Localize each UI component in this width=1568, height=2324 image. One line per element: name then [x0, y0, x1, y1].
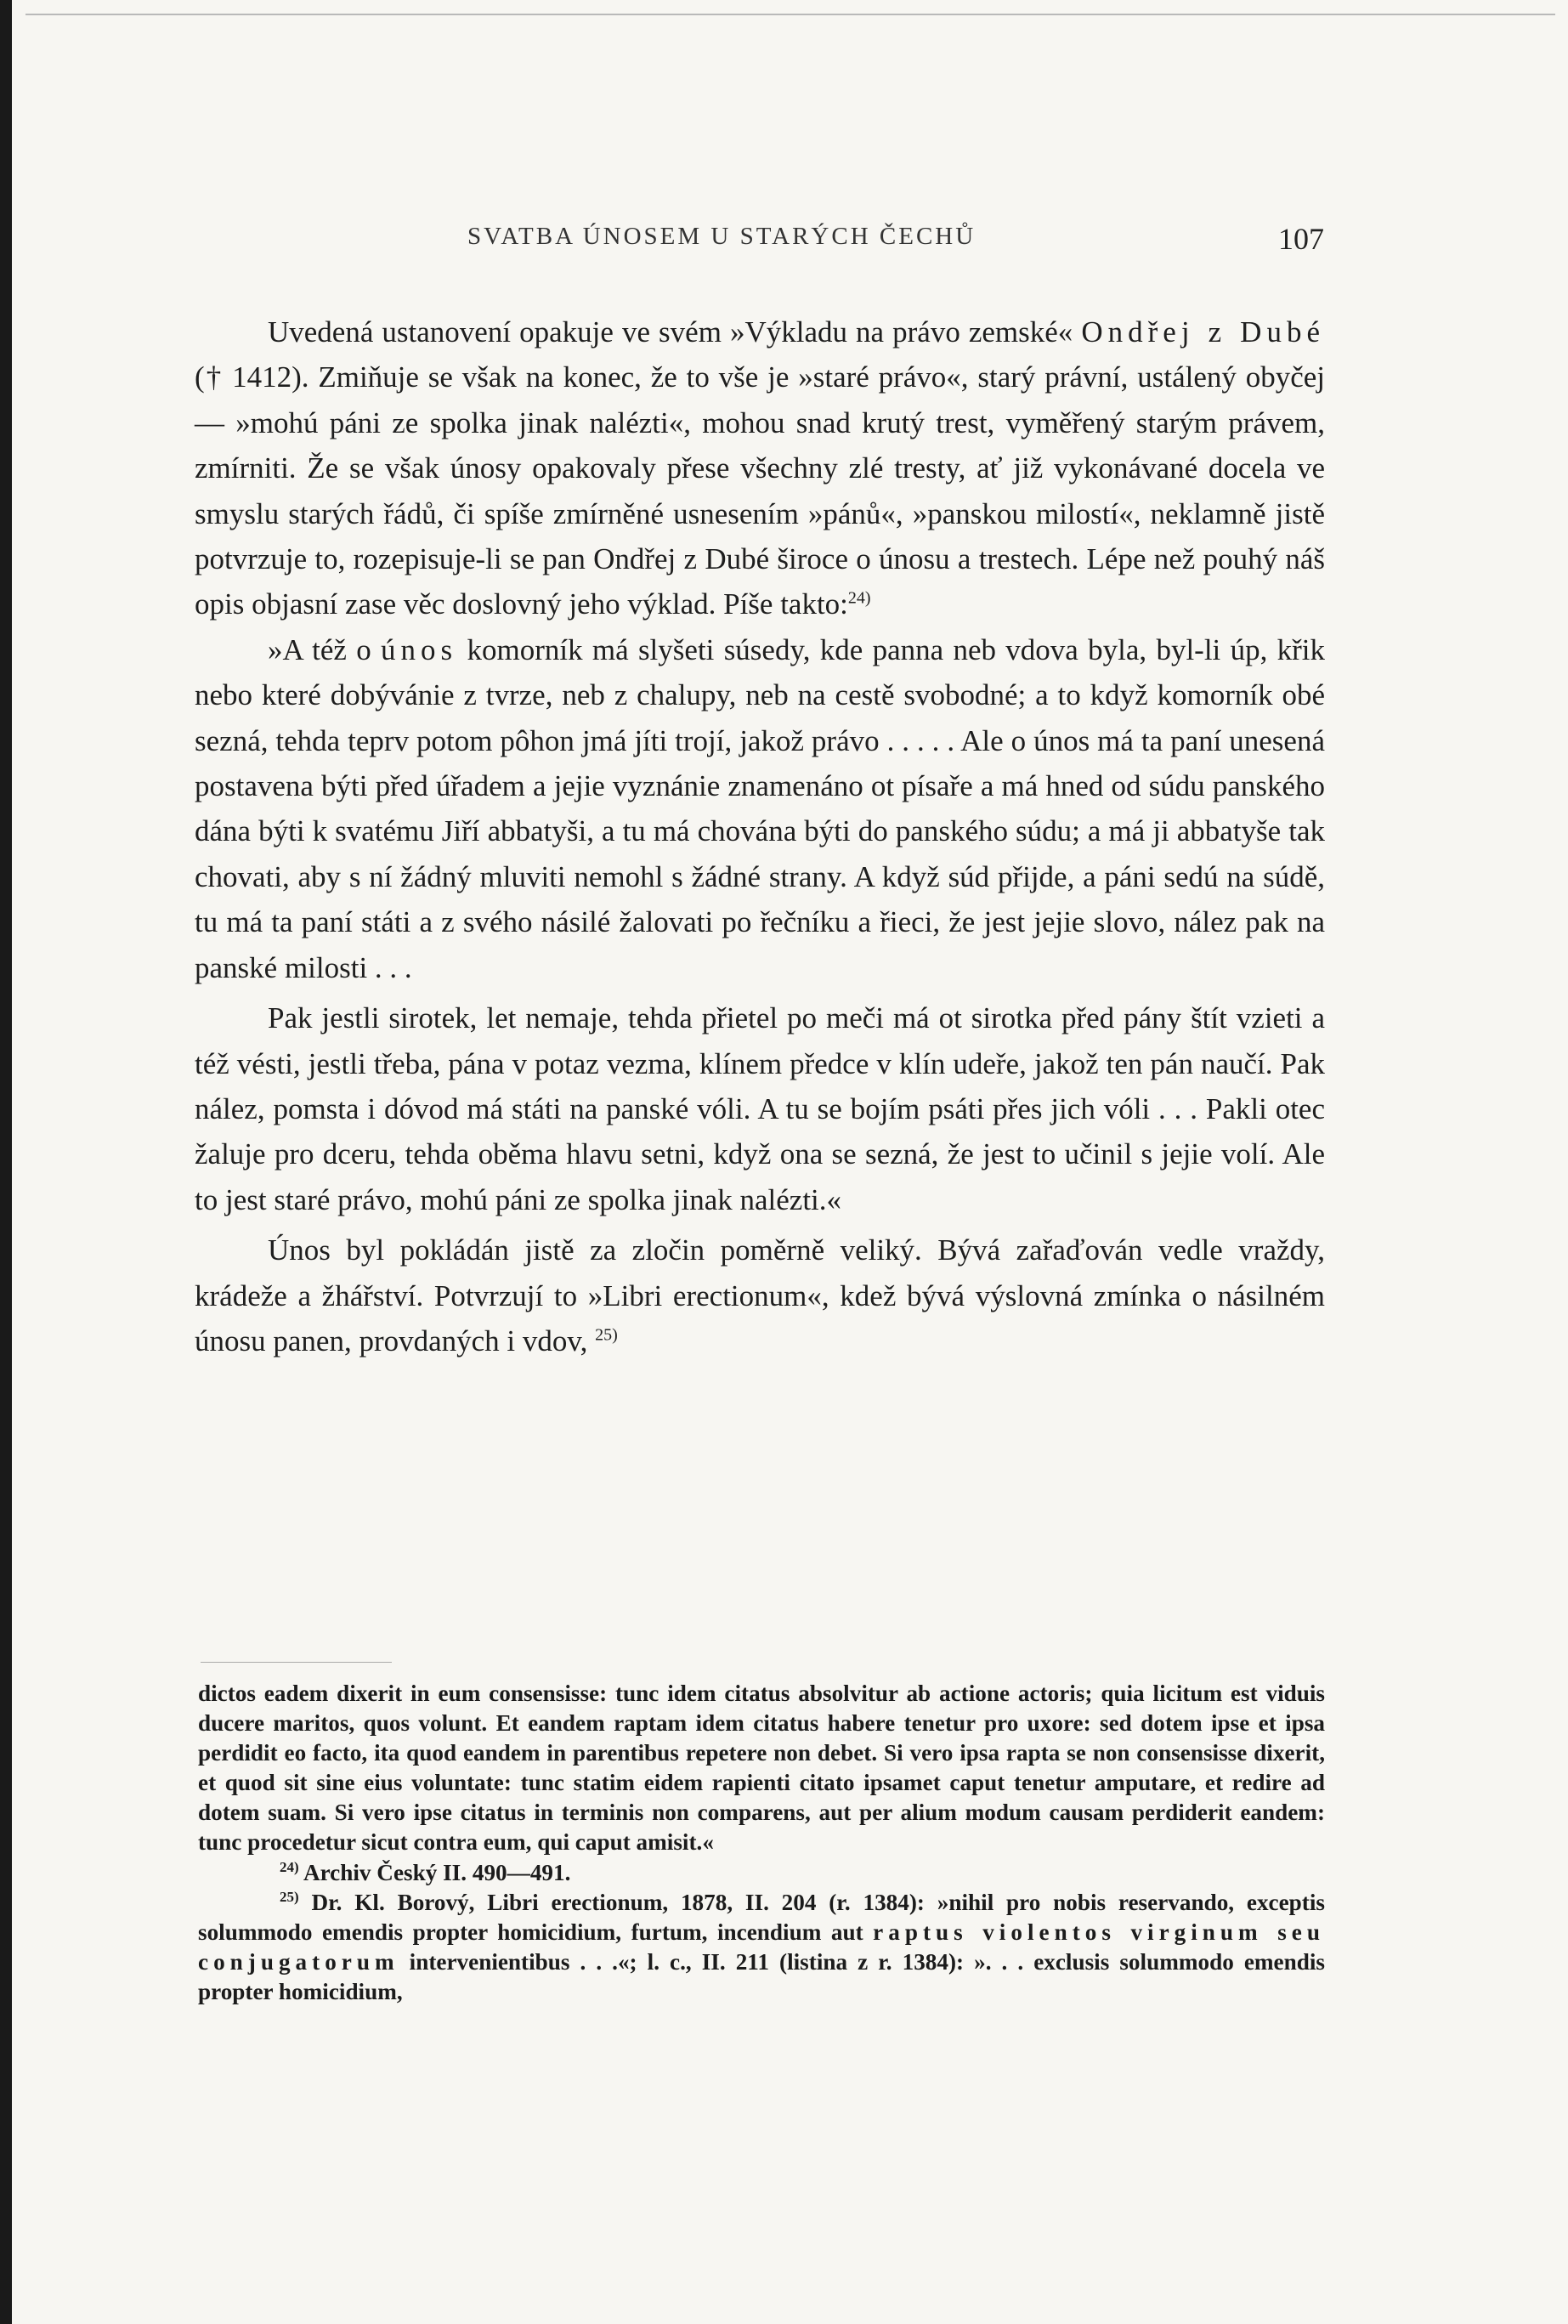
footnote-25-emphasis: raptus violentos virginum seu conjugatorum: [198, 1919, 1325, 1975]
author-name: Ondřej z Dubé: [1081, 315, 1325, 349]
footnote-ref-24: 24): [847, 588, 871, 608]
footnote-25-text-a: Dr. Kl. Borový, Libri erectionum, 1878, II. 204 (r. 1384): »nihil pro nobis reservando, exceptis solummodo emendis propter homicidium, furtum, incendium aut: [198, 1889, 1325, 1945]
scan-border-top: [25, 14, 1555, 15]
footnote-continued: dictos eadem dixerit in eum consensisse: tunc idem citatus absolvitur ab actione actoris; quia licitum est viduis ducere maritos, quos volunt. Et eandem raptam idem citatus habere tenetur pro uxore: sed dotem ipse et ipsa perdidit eo facto, ita quod eandem in parentibus repetere non debet. Si vero ipsa rapta se non consensisse dixerit, et quod sit sine eius voluntate: tunc statim eidem rapienti citato ipsamet caput tenetur amputare, et redire ad dotem suam. Si vero ipse citatus in terminis non comparens, aut per alium modum causam perdiderit eandem: tunc procedetur sicut contra eum, qui caput amisit.«: [198, 1681, 1325, 1856]
footnotes: [198, 1679, 1325, 2007]
paragraph-2-quote: [195, 627, 1325, 990]
scan-border-left: [0, 0, 12, 2324]
body-text: [195, 309, 1325, 1363]
page-header: [194, 223, 1324, 257]
paragraph-3-quote: Pak jestli sirotek, let nemaje, tehda přietel po meči má ot sirotka před pány štít vzieti a též vésti, jestli třeba, pána v potaz vezma, klínem předce v klín udeře, jakož ten pán naučí. Pak nález, pomsta i dóvod má státi na panské vóli. A tu se bojím psáti přes jich vóli . . . Pakli otec žaluje pro dceru, tehda oběma hlavu setni, když ona se sezná, že jest to učinil s jejie volí. Ale to jest staré právo, mohú páni ze spolka jinak nalézti.«: [195, 1001, 1325, 1216]
footnote-25-text-b: intervenientibus . . .«; l. c., II. 211 (listina z r. 1384): ». . . exclusis solummodo emendis propter homicidium,: [198, 1948, 1325, 2004]
paragraph-1-text-a: Uvedená ustanovení opakuje ve svém »Výkladu na právo zemské«: [268, 315, 1082, 349]
paragraph-2-text-b: komorník má slyšeti súsedy, kde panna neb vdova byla, byl-li úp, křik nebo které dobývánie z tvrze, neb z chalupy, neb na cestě svobodné; a to když komorník obé sezná, tehda teprv potom pôhon jmá jíti trojí, jakož právo . . . . . Ale o únos má ta paní unesená postavena býti před úřadem a jejie vyznánie znamenáno ot písaře a má hned od súdu panského dána býti k svatému Jiří abbatyši, a tu má chována býti do panského súdu; a má ji abbatyše tak chovati, aby s ní žádný mluviti nemohl s žádné strany. A když súd přijde, a páni sedú na súdě, tu má ta paní státi a z svého násilé žalovati po řečníku a řieci, že jest jejie slovo, nález pak na panské milosti . . .: [195, 632, 1325, 984]
paragraph-4-text: Únos byl pokládán jistě za zločin poměrně veliký. Bývá zařaďován vedle vraždy, krádeže a žhářství. Potvrzují to »Libri erectionum«, kdež bývá výslovná zmínka o násilném únosu panen, provdaných i vdov,: [195, 1233, 1325, 1358]
footnote-ref-25: 25): [595, 1325, 618, 1345]
paragraph-2-text-a: »A též o: [268, 632, 382, 666]
footnote-25: [198, 1888, 1325, 2007]
paragraph-1: [195, 309, 1325, 627]
footnote-24: [198, 1858, 1325, 1888]
footnote-divider: [201, 1662, 392, 1663]
footnote-25-number: 25): [280, 1888, 299, 1905]
page-number: 107: [1278, 222, 1324, 256]
footnote-24-text: Archiv Český II. 490—491.: [298, 1859, 571, 1885]
running-title: SVATBA ÚNOSEM U STARÝCH ČECHŮ: [467, 223, 976, 250]
emphasis-unos: únos: [381, 632, 458, 666]
paragraph-1-text-b: († 1412). Zmiňuje se však na konec, že to vše je »staré právo«, starý právní, ustálený obyčej — »mohú páni ze spolka jinak nalézti«, mohou snad krutý trest, vyměřený starým právem, zmírniti. Že se však únosy opakovaly přese všechny zlé tresty, ať již vykonávané docela ve smyslu starých řádů, či spíše zmírněné usnesením »pánů«, »panskou milostí«, neklamně jistě potvrzuje to, rozepisuje-li se pan Ondřej z Dubé široce o únosu a trestech. Lépe než pouhý náš opis objasní zase věc doslovný jeho výklad. Píše takto:: [195, 360, 1325, 621]
footnote-24-number: 24): [280, 1858, 299, 1875]
paragraph-4: [195, 1227, 1325, 1363]
